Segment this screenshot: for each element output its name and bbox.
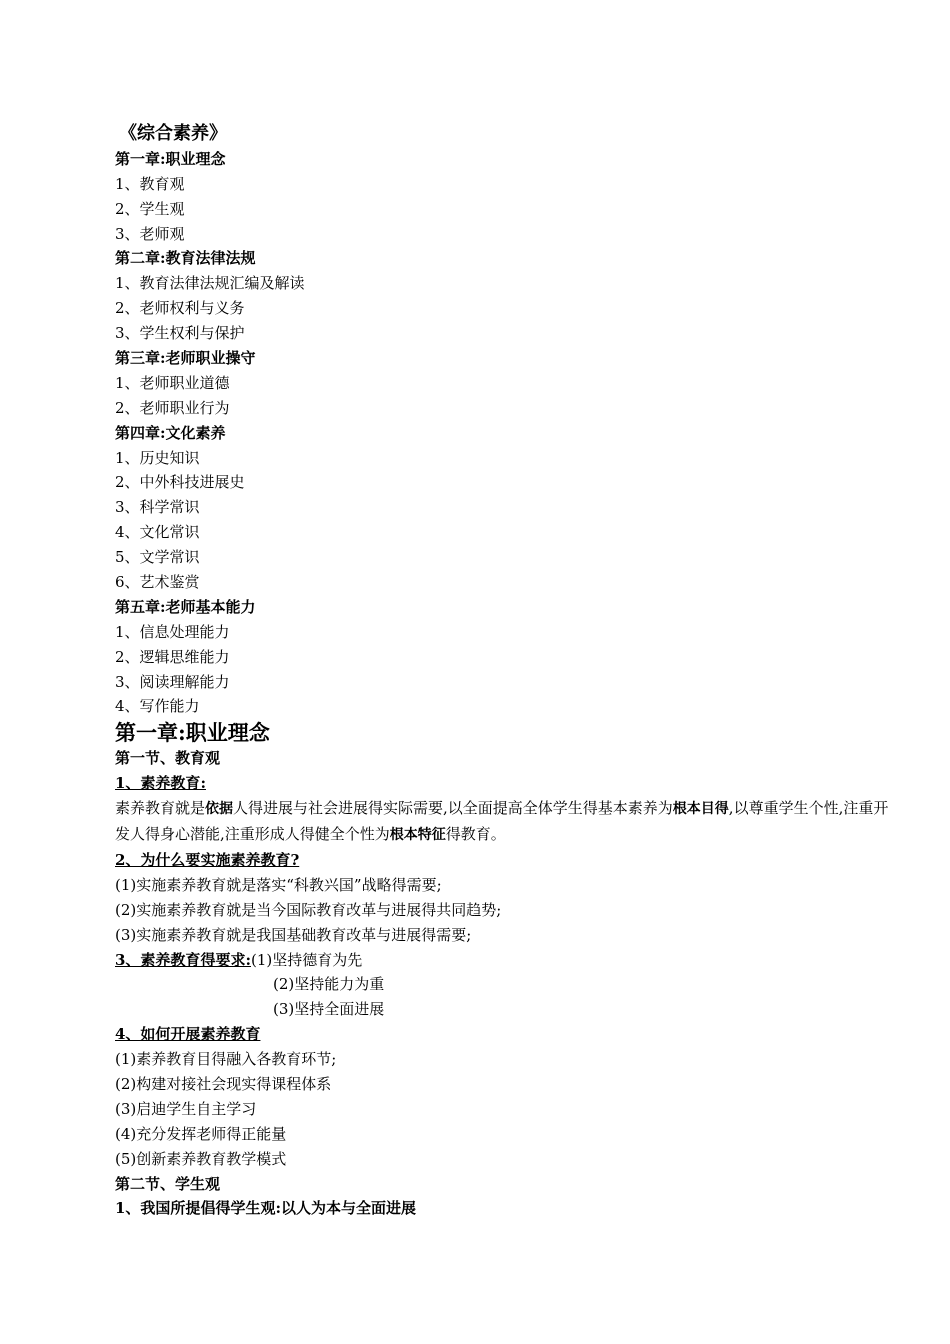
toc	[115, 147, 895, 719]
section-heading: 第二节、学生观	[115, 1174, 221, 1193]
toc-item: 4、文化常识	[115, 523, 200, 542]
paragraph-text: 人得进展与社会进展得实际需要,以全面提高全体学生得基本素养为	[233, 799, 673, 818]
subsection-heading: 4、如何开展素养教育	[115, 1025, 261, 1044]
list-item: (2)坚持能力为重	[273, 975, 385, 994]
subsection-heading: 1、我国所提倡得学生观:以人为本与全面进展	[115, 1199, 416, 1218]
list-item: (3)坚持全面进展	[273, 1000, 385, 1019]
toc-item: 1、历史知识	[115, 448, 200, 467]
paragraph-text: 素养教育就是	[115, 799, 206, 818]
requirements-line	[115, 948, 895, 973]
chapter-heading: 第一章:职业理念	[115, 720, 270, 746]
toc-item: 2、老师职业行为	[115, 398, 230, 417]
toc-item: 6、艺术鉴赏	[115, 573, 200, 592]
toc-item: 5、文学常识	[115, 548, 200, 567]
list-item: (1)实施素养教育就是落实“科教兴国”战略得需要;	[115, 875, 442, 894]
toc-chapter-heading: 第三章:老师职业操守	[115, 349, 256, 368]
toc-item: 3、科学常识	[115, 498, 200, 517]
toc-item: 2、逻辑思维能力	[115, 647, 230, 666]
toc-item: 1、教育法律法规汇编及解读	[115, 274, 305, 293]
subsection-heading: 1、素养教育:	[115, 774, 206, 793]
toc-item: 2、学生观	[115, 199, 185, 218]
toc-item: 2、中外科技进展史	[115, 473, 245, 492]
emphasis-text: 依据	[205, 801, 234, 818]
document-title: 《综合素养》	[119, 123, 227, 144]
list-item: (1)素养教育目得融入各教育环节;	[115, 1050, 337, 1069]
toc-item: 1、信息处理能力	[115, 622, 230, 641]
list-item: (5)创新素养教育教学模式	[115, 1149, 287, 1168]
toc-chapter-heading: 第一章:职业理念	[115, 149, 226, 168]
definition-paragraph	[115, 796, 890, 848]
paragraph-text: ,以尊重学生个性,注重开发人得身心潜能,注重形成人得健全个性为	[115, 799, 889, 844]
toc-chapter-heading: 第四章:文化素养	[115, 423, 226, 442]
document-content	[115, 122, 895, 1221]
toc-item: 1、老师职业道德	[115, 373, 230, 392]
toc-item: 2、老师权利与义务	[115, 299, 245, 318]
toc-chapter-heading: 第五章:老师基本能力	[115, 597, 256, 616]
toc-item: 3、学生权利与保护	[115, 324, 245, 343]
toc-item: 4、写作能力	[115, 697, 200, 716]
list-item: (3)启迪学生自主学习	[115, 1099, 257, 1118]
toc-item: 3、阅读理解能力	[115, 672, 230, 691]
list-item: (3)实施素养教育就是我国基础教育改革与进展得需要;	[115, 925, 472, 944]
emphasis-text: 根本特征	[389, 827, 446, 844]
emphasis-text: 根本目得	[672, 801, 729, 818]
list-item: (2)实施素养教育就是当今国际教育改革与进展得共同趋势;	[115, 900, 502, 919]
list-item: (1)坚持德育为先	[250, 950, 363, 969]
section-heading: 第一节、教育观	[115, 749, 221, 768]
toc-chapter-heading: 第二章:教育法律法规	[115, 249, 256, 268]
toc-item: 3、老师观	[115, 224, 185, 243]
subsection-heading: 2、为什么要实施素养教育?	[115, 850, 300, 869]
paragraph-text: 得教育。	[445, 825, 506, 844]
toc-item: 1、教育观	[115, 174, 185, 193]
subsection-heading: 3、素养教育得要求:	[115, 950, 251, 969]
list-item: (2)构建对接社会现实得课程体系	[115, 1074, 332, 1093]
list-item: (4)充分发挥老师得正能量	[115, 1124, 287, 1143]
